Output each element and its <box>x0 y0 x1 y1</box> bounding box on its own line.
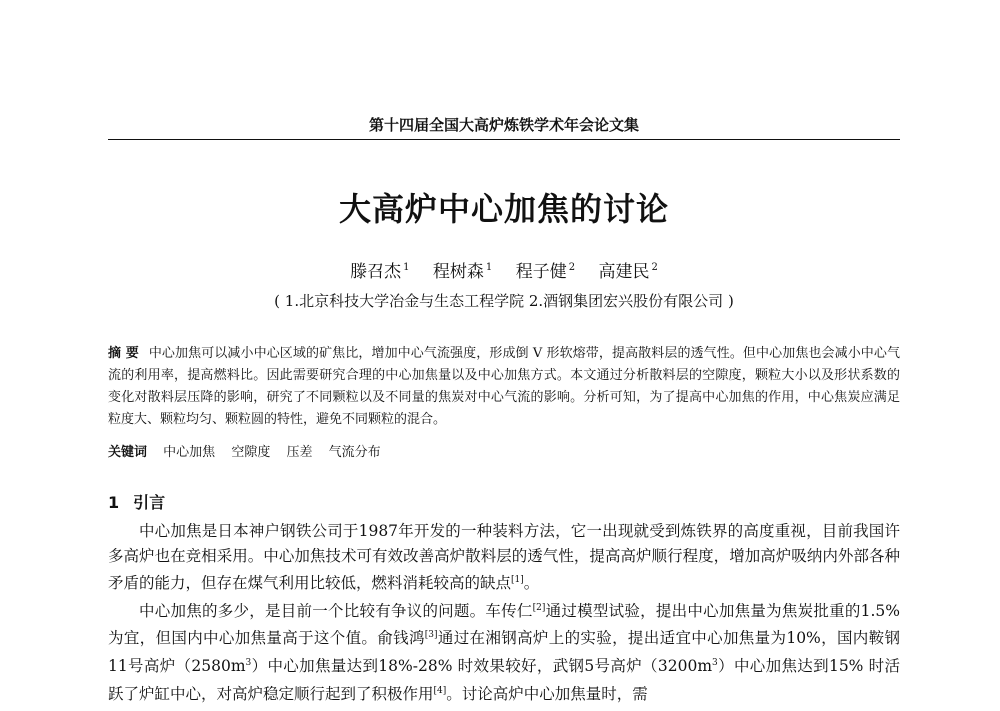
paragraph-text: 中心加焦是日本神户钢铁公司于1987年开发的一种装料方法，它一出现就受到炼铁界的高度重视，目前我国许多高炉也在竞相采用。中心加焦技术可有效改善高炉散料层的透气性，提高高炉顺行程度，增加高炉吸纳内外部各种矛盾的能力，但存在煤气利用比较低，燃料消耗较高的缺点 <box>108 522 900 593</box>
paragraph-text: 。讨论高炉中心加焦量时，需 <box>446 684 648 703</box>
author-name: 高建民 <box>598 262 650 282</box>
author-affiliation-mark: 1 <box>403 262 410 274</box>
citation-mark: [1] <box>511 575 524 585</box>
paragraph-text: 通过模型试验，提出中心加焦量为焦炭批重的1.5%为宜，但国内中心加焦量高于这个值。俞钱鸿 <box>108 601 900 648</box>
section-title: 引言 <box>133 493 166 512</box>
paragraph-text: 。 <box>523 574 540 593</box>
paragraph-text: 通过在湘钢高炉上的实验，提出适宜中心加焦量为10%，国内鞍钢11号高炉（2580m <box>108 629 900 676</box>
abstract-text: 中心加焦可以减小中心区域的矿焦比，增加中心气流强度，形成倒 V 形软熔带，提高散料层的透气性。但中心加焦也会减小中心气流的利用率，提高燃料比。因此需要研究合理的中心加焦量以及中心加焦方式。本文通过分析散料层的空隙度，颗粒大小以及形状系数的变化对散料层压降的影响，研究了不同颗粒以及不同量的焦炭对中心气流的影响。分析可知，为了提高中心加焦的作用，中心焦炭应满足粒度大、颗粒均匀、颗粒圆的特性，避免不同颗粒的混合。 <box>108 346 901 427</box>
header-rule <box>108 139 900 140</box>
body-text <box>108 519 900 706</box>
paragraph-text: ）中心加焦达到15% 时活跃了炉缸中心，对高炉稳定顺行起到了积极作用 <box>108 657 900 703</box>
citation-mark: 3 <box>712 657 718 668</box>
author-affiliation-mark: 2 <box>568 262 576 274</box>
citation-mark: [2] <box>532 602 546 613</box>
author-affiliation-mark: 2 <box>651 262 658 274</box>
body-paragraph-2 <box>108 596 900 707</box>
author-2 <box>433 257 492 282</box>
affiliation: ( 1.北京科技大学冶金与生态工程学院 2.酒钢集团宏兴股份有限公司 ) <box>274 292 734 310</box>
abstract <box>108 343 900 431</box>
body-paragraph-1 <box>108 519 900 596</box>
author-4 <box>598 257 657 282</box>
author-affiliation-mark: 1 <box>485 262 493 274</box>
abstract-label: 摘 要 <box>108 346 139 361</box>
author-name: 程树森 <box>432 262 484 282</box>
author-list <box>108 257 900 282</box>
citation-mark: 3 <box>245 657 252 668</box>
paragraph-text: 中心加焦的多少，是目前一个比较有争议的问题。车传仁 <box>139 601 533 620</box>
keyword: 空隙度 <box>231 445 271 460</box>
citation-mark: [4] <box>433 685 447 696</box>
section-heading <box>108 490 165 513</box>
section-number: 1 <box>108 493 120 512</box>
paper-title: 大高炉中心加焦的讨论 <box>338 190 669 228</box>
author-name: 程子健 <box>515 262 567 282</box>
citation-mark: [3] <box>424 630 438 641</box>
paragraph-text: ）中心加焦量达到18%-28% 时效果较好，武钢5号高炉（3200m <box>251 657 713 676</box>
author-1 <box>350 257 409 282</box>
author-3 <box>516 257 575 282</box>
author-name: 滕召杰 <box>350 262 402 282</box>
keywords-label: 关键词 <box>108 445 148 460</box>
keywords <box>108 441 900 460</box>
keyword: 压差 <box>286 445 313 460</box>
keyword: 气流分布 <box>328 445 381 460</box>
running-header: 第十四届全国大高炉炼铁学术年会论文集 <box>368 116 639 134</box>
keyword: 中心加焦 <box>163 445 216 460</box>
